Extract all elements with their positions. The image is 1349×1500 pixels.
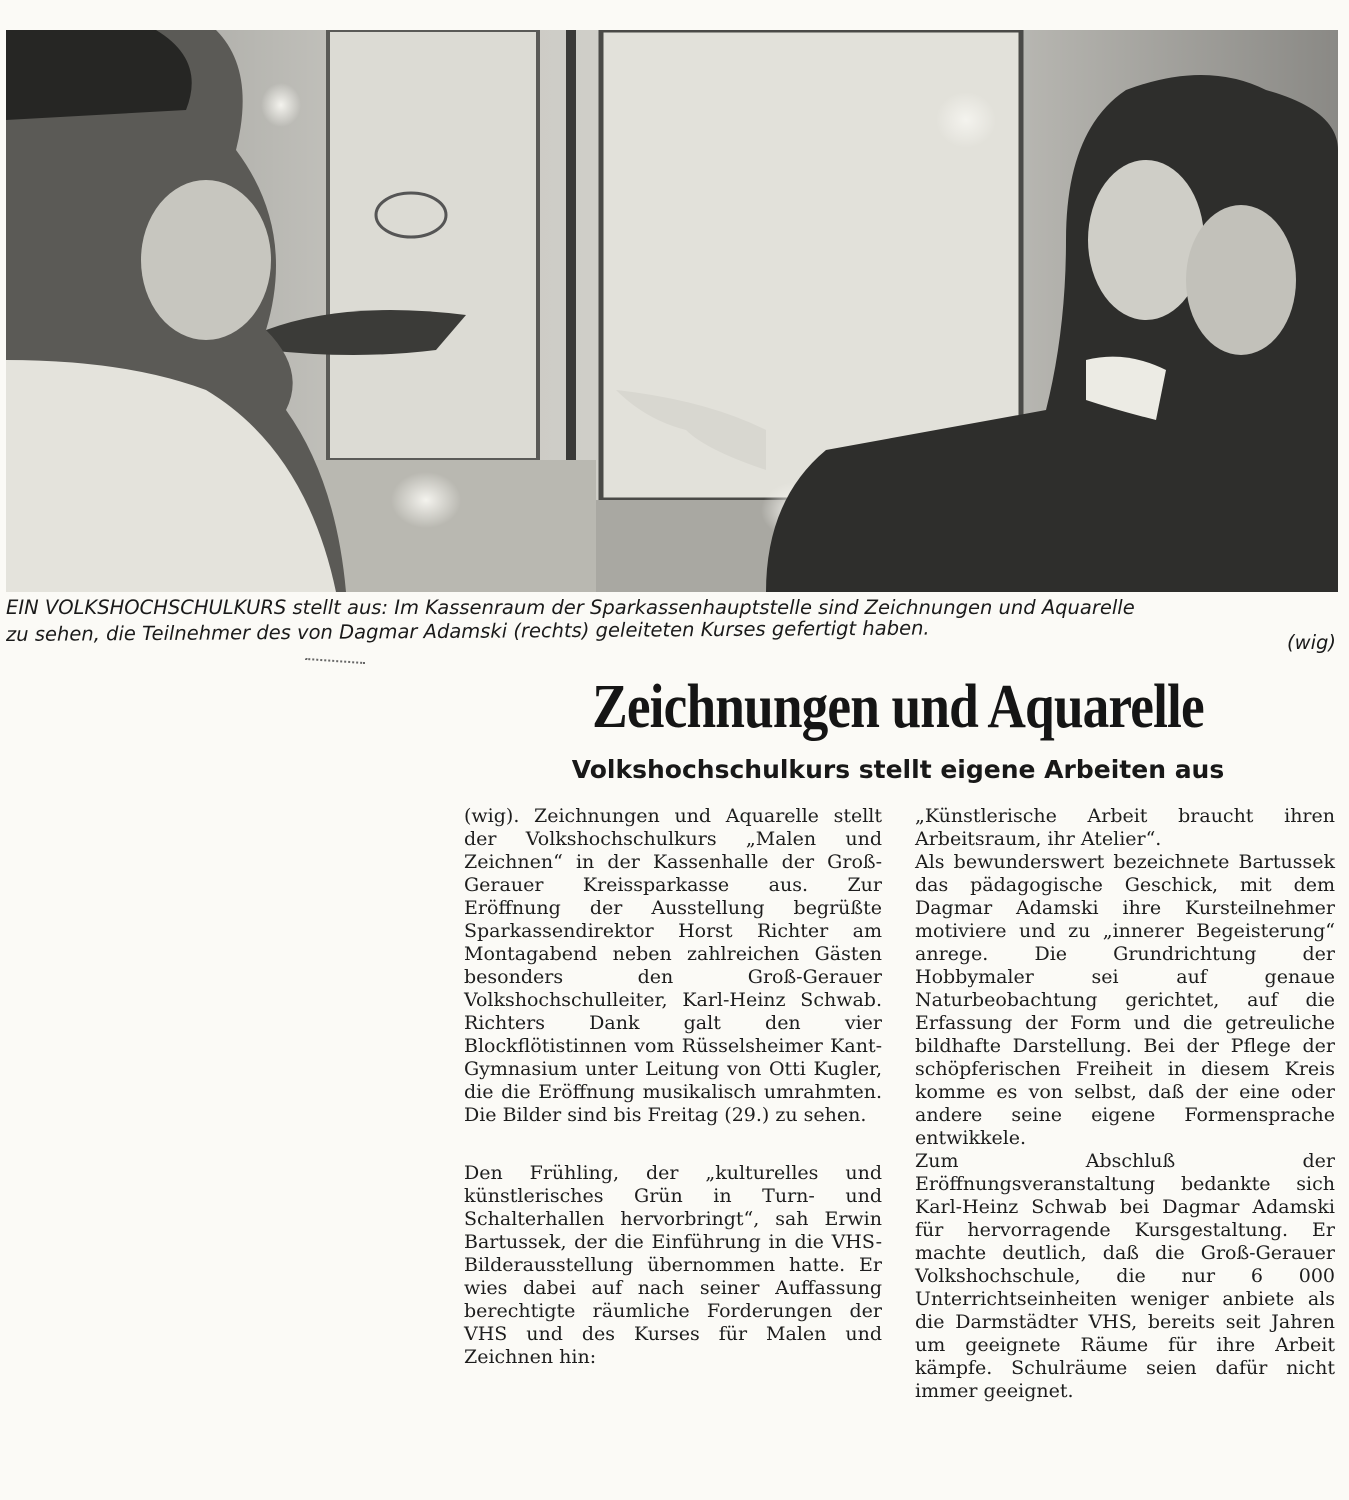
col1-paragraph-2: Den Frühling, der „kulturelles und künstlerisches Grün in Turn- und Schalterhallen hervorbringt“, sah Erwin Bartussek, der die Einführung in die VHS-Bilderausstellung übernommen hatte. Er wies dabei auf nach seiner Auffassung berechtigte räumliche Forderungen der VHS und des Kurses für Malen und Zeichnen hin: [464,1162,882,1368]
caption-text-1: stellt aus: Im Kassenraum der Sparkassenhauptstelle sind Zeichnungen und Aquarelle [286,596,1135,619]
col2-paragraph-2: Als bewunderswert bezeichnete Bartussek das pädagogische Geschick, mit dem Dagmar Adamski ihre Kursteilnehmer motiviere und zu „innerer Begeisterung“ anrege. Die Grundrichtung der Hobbymaler sei auf genaue Naturbeobachtung gerichtet, auf die Erfassung der Form und die getreuliche bildhafte Darstellung. Bei der Pflege der schöpferischen Freiheit in diesem Kreis komme es von selbst, daß der eine oder andere seine eigene Formensprache entwikkele. [915,851,1335,1149]
col1-paragraph-1: (wig). Zeichnungen und Aquarelle stellt der Volkshochschulkurs „Malen und Zeichnen“ in der Kassenhalle der Groß-Gerauer Kreissparkasse aus. Zur Eröffnung der Ausstellung begrüßte Sparkassendirektor Horst Richter am Montagabend neben zahlreichen Gästen besonders den Groß-Gerauer Volkshochschulleiter, Karl-Heinz Schwab. Richters Dank galt den vier Blockflötistinnen vom Rüsselsheimer Kant-Gymnasium unter Leitung von Otti Kugler, die die Eröffnung musikalisch umrahmten. Die Bilder sind bis Freitag (29.) zu sehen. [464,805,882,1126]
article-headline: Zeichnungen und Aquarelle [592,673,1204,741]
col2-paragraph-1: „Künstlerische Arbeit braucht ihren Arbeitsraum, ihr Atelier“. [915,805,1335,850]
newspaper-photo [6,30,1338,592]
col2-paragraph-3: Zum Abschluß der Eröffnungsveranstaltung bedankte sich Karl-Heinz Schwab bei Dagmar Adamski für hervorragende Kursgestaltung. Er machte deutlich, daß die Groß-Gerauer Volkshochschule, die nur 6 000 Unterrichtseinheiten weniger anbiete als die Darmstädter VHS, bereits seit Jahren um geeignete Räume für ihre Arbeit kämpfe. Schulräume seien dafür nicht immer geeignet. [915,1150,1335,1402]
hat-shape [6,30,192,120]
caption-lead: EIN VOLKSHOCHSCHULKURS [6,596,287,619]
article-column-2 [915,805,1335,1403]
photo-caption [5,594,1342,654]
article-column-1 [464,805,882,1369]
print-smudge [305,658,365,670]
caption-text-2: zu sehen, die Teilnehmer des von Dagmar Adamski (rechts) geleiteten Kurses gefertigt haben. [5,616,930,646]
photo-illustration [6,30,1338,592]
article-subheadline: Volkshochschulkurs stellt eigene Arbeiten aus [571,755,1225,784]
framed-drawing-left [328,30,538,460]
caption-credit: (wig) [1287,631,1336,654]
